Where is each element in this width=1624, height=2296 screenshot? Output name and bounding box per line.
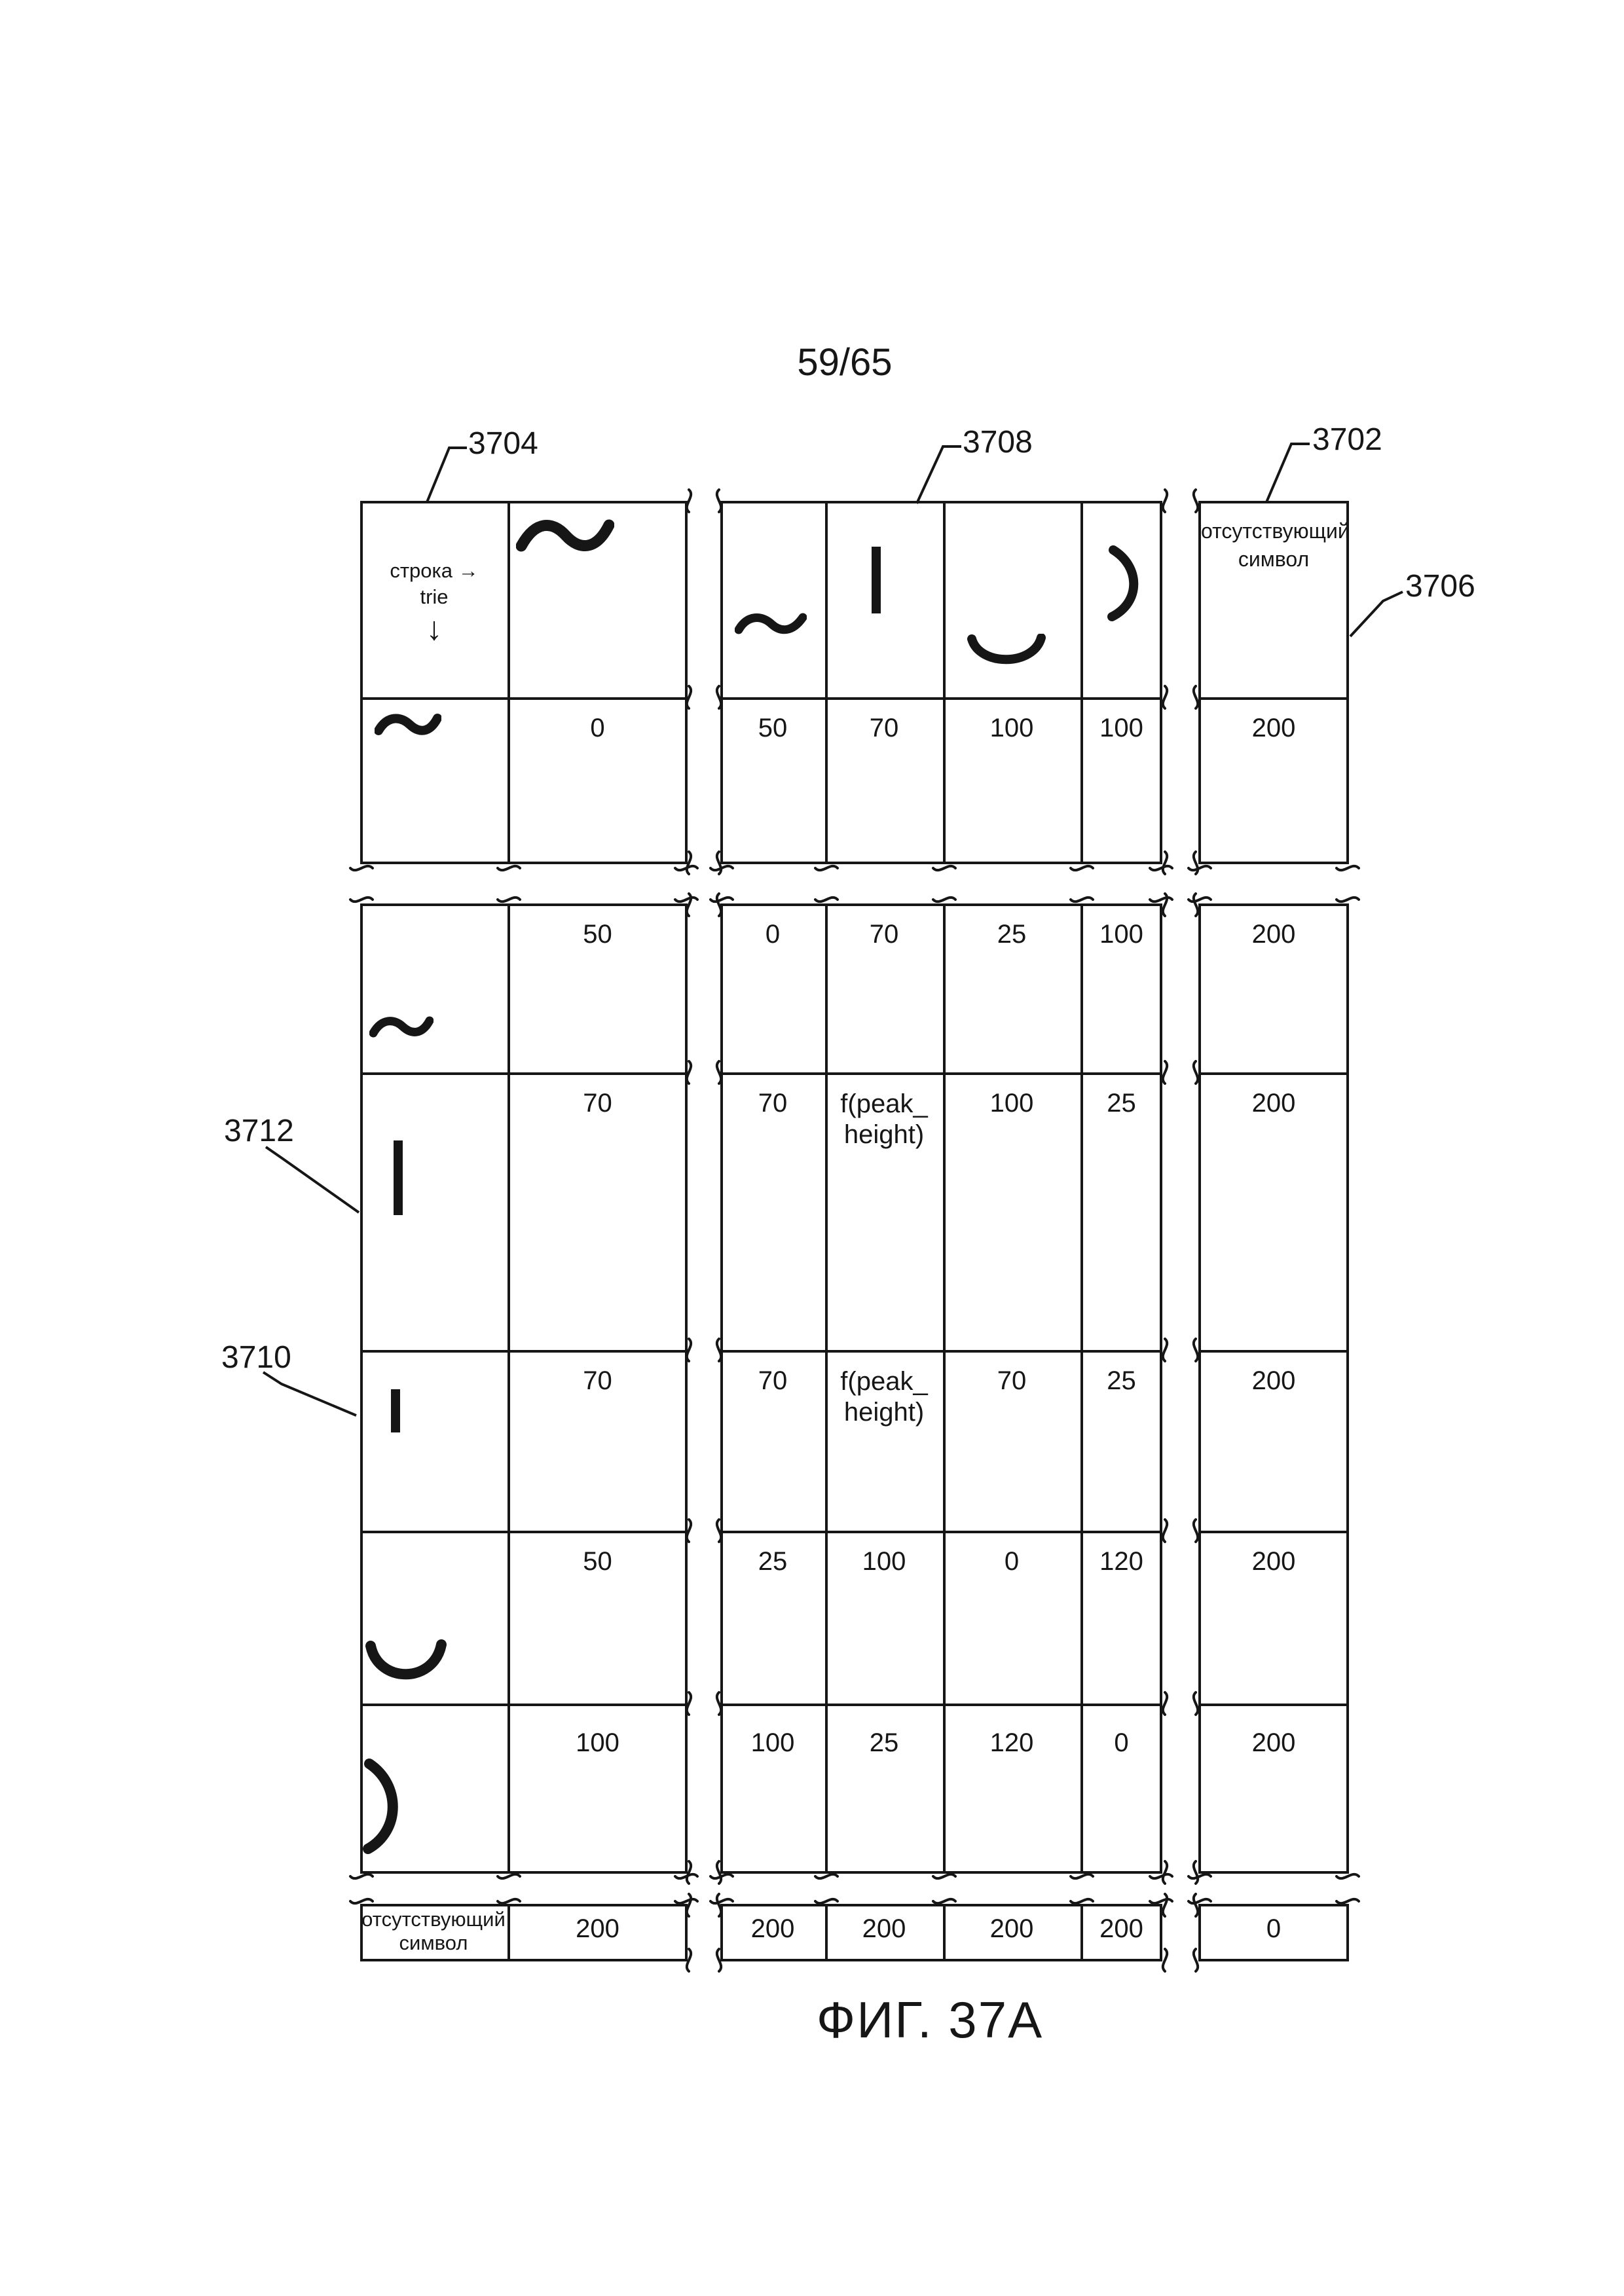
corner-row-axis-label: строка → (390, 559, 479, 582)
break-mark-icon (1163, 1339, 1167, 1361)
break-mark-icon (1194, 1949, 1198, 1971)
cell-r2-c2: 50 (583, 920, 612, 949)
cell-r3-m2-line1: f(peak_ (840, 1089, 928, 1118)
break-mark-icon (1194, 1861, 1198, 1884)
break-mark-icon (933, 866, 955, 870)
break-mark-icon (675, 898, 697, 902)
grid-line (943, 501, 946, 864)
grid-line (1198, 1704, 1349, 1706)
break-mark-icon (1163, 1692, 1167, 1715)
cell-r4-c7: 200 (1251, 1366, 1296, 1395)
grid-line (1198, 1350, 1349, 1353)
ref-label-tall-bar-row: 3712 (224, 1114, 294, 1148)
row-missing-symbol (361, 1908, 506, 1955)
down-arrow-icon: ↓ (426, 610, 443, 647)
break-mark-icon (933, 1899, 955, 1903)
cell-r4-m2-line2: height) (843, 1398, 925, 1427)
leader-line-3702 (1266, 444, 1310, 502)
grid-line (720, 1704, 1162, 1706)
short-bar-icon (389, 1388, 402, 1435)
break-mark-icon (1337, 1899, 1359, 1903)
cell-r3-m3: 100 (989, 1089, 1034, 1118)
cell-r1-m2: 70 (869, 714, 899, 742)
cell-r2-c7: 200 (1251, 920, 1296, 949)
ref-label-header-corner: 3704 (468, 426, 538, 461)
cell-r4-m2-line1: f(peak_ (840, 1367, 928, 1396)
break-mark-icon (1189, 898, 1211, 902)
right-curve-icon (1107, 545, 1149, 623)
break-mark-icon (1150, 1899, 1172, 1903)
grid-line (1198, 697, 1349, 700)
cell-r6-m2: 25 (869, 1728, 899, 1757)
grid-line (825, 501, 828, 864)
break-mark-icon (1189, 866, 1211, 870)
break-mark-icon (933, 1874, 955, 1878)
cell-r7-m4: 200 (1099, 1914, 1143, 1943)
break-mark-icon (1071, 1899, 1093, 1903)
break-mark-icon (498, 866, 520, 870)
cell-r7-c2: 200 (576, 1914, 619, 1943)
break-mark-icon (1150, 898, 1172, 902)
cup-icon (967, 634, 1046, 673)
grid-line (720, 1350, 1162, 1353)
cell-r3-c7: 200 (1251, 1089, 1296, 1118)
leader-line-3710 (263, 1372, 356, 1415)
break-mark-icon (675, 866, 697, 870)
ref-label-symbol-columns: 3708 (963, 425, 1033, 460)
break-mark-icon (1337, 1874, 1359, 1878)
cell-r5-m2: 100 (862, 1547, 906, 1576)
break-mark-icon (1194, 852, 1198, 874)
break-mark-icon (1194, 686, 1198, 708)
cell-r6-m4: 0 (1114, 1728, 1129, 1757)
grid-line (1080, 501, 1083, 864)
tilde-bold-icon (375, 712, 441, 738)
table-block-top-middle (720, 501, 1162, 864)
break-mark-icon (1150, 1874, 1172, 1878)
cell-r3-m4: 25 (1107, 1089, 1136, 1118)
page-sheet-number: 59/65 (797, 341, 893, 384)
cell-r2-m3: 25 (997, 920, 1027, 949)
break-mark-icon (350, 1899, 373, 1903)
break-mark-icon (1194, 894, 1198, 916)
header-missing-symbol (1201, 517, 1350, 574)
cell-r6-m3: 120 (989, 1728, 1034, 1757)
grid-line (360, 1531, 688, 1533)
grid-line (1198, 1531, 1349, 1533)
break-mark-icon (815, 898, 838, 902)
break-mark-icon (1194, 1692, 1198, 1715)
break-mark-icon (1163, 1061, 1167, 1084)
tall-bar-icon (392, 1139, 405, 1216)
cell-r3-m1: 70 (758, 1089, 788, 1118)
grid-line (360, 1072, 688, 1075)
cell-r1-m3: 100 (989, 714, 1034, 742)
break-mark-icon (1194, 1061, 1198, 1084)
cell-r4-c2: 70 (583, 1366, 612, 1395)
break-mark-icon (1163, 490, 1167, 512)
cell-r7-m3: 200 (989, 1914, 1034, 1943)
figure-caption: ФИГ. 37А (816, 1991, 1044, 2049)
grid-line (720, 697, 1162, 700)
break-mark-icon (350, 898, 373, 902)
grid-line (360, 1350, 688, 1353)
break-mark-icon (1194, 1894, 1198, 1916)
leader-line-3704 (427, 448, 467, 502)
break-mark-icon (675, 1899, 697, 1903)
break-mark-icon (815, 866, 838, 870)
grid-line (360, 1704, 688, 1706)
break-mark-icon (1150, 866, 1172, 870)
cell-r4-m4: 25 (1107, 1366, 1136, 1395)
grid-line (507, 501, 510, 864)
ref-label-table: 3702 (1312, 422, 1382, 457)
break-mark-icon (1071, 866, 1093, 870)
cell-r4-m2 (825, 1366, 943, 1428)
header-missing-symbol-line2: символ (1238, 547, 1310, 571)
break-mark-icon (815, 1874, 838, 1878)
break-mark-icon (498, 898, 520, 902)
break-mark-icon (1337, 866, 1359, 870)
cell-r1-c2: 0 (590, 714, 605, 742)
row-missing-symbol-line1: отсутствующий (361, 1908, 506, 1931)
cell-r5-m3: 0 (1004, 1547, 1020, 1576)
break-mark-icon (710, 1899, 733, 1903)
cell-r2-m1: 0 (765, 920, 781, 949)
break-mark-icon (710, 898, 733, 902)
break-mark-icon (498, 1899, 520, 1903)
break-mark-icon (1163, 894, 1167, 916)
break-mark-icon (710, 866, 733, 870)
header-missing-symbol-line1: отсутствующий (1201, 519, 1350, 543)
cell-r4-m3: 70 (997, 1366, 1027, 1395)
tilde-icon (735, 611, 807, 638)
cell-r1-m4: 100 (1099, 714, 1143, 742)
cell-r6-c2: 100 (576, 1728, 619, 1757)
break-mark-icon (1163, 686, 1167, 708)
cell-r5-m4: 120 (1099, 1547, 1143, 1576)
cell-r5-c7: 200 (1251, 1547, 1296, 1576)
break-mark-icon (933, 898, 955, 902)
right-curve-icon (361, 1757, 410, 1857)
break-mark-icon (1189, 1899, 1211, 1903)
cell-r7-m2: 200 (862, 1914, 906, 1943)
ref-label-missing-symbol-column: 3706 (1405, 569, 1475, 604)
grid-line (720, 1531, 1162, 1533)
cell-r7-m1: 200 (750, 1914, 795, 1943)
break-mark-icon (1071, 1874, 1093, 1878)
leader-line-3708 (917, 446, 961, 503)
corner-cell (365, 558, 504, 647)
row-missing-symbol-line2: символ (399, 1931, 468, 1954)
break-mark-icon (1337, 898, 1359, 902)
cell-r3-c2: 70 (583, 1089, 612, 1118)
break-mark-icon (815, 1899, 838, 1903)
break-mark-icon (1194, 1339, 1198, 1361)
grid-line (720, 1072, 1162, 1075)
tilde-icon (369, 1015, 434, 1041)
break-mark-icon (675, 1874, 697, 1878)
cell-r2-m2: 70 (869, 920, 899, 949)
tilde-bold-icon (516, 516, 614, 558)
break-mark-icon (1163, 1894, 1167, 1916)
cell-r3-m2 (825, 1089, 943, 1150)
break-mark-icon (1194, 490, 1198, 512)
cell-r7-c7: 0 (1266, 1914, 1282, 1943)
ref-label-short-bar-row: 3710 (221, 1340, 291, 1375)
grid-line (360, 697, 688, 700)
corner-trie-label: trie (420, 585, 449, 608)
break-mark-icon (1189, 1874, 1211, 1878)
cell-r6-m1: 100 (750, 1728, 795, 1757)
leader-line-3706 (1350, 592, 1403, 636)
cell-r5-m1: 25 (758, 1547, 788, 1576)
cell-r1-m1: 50 (758, 714, 788, 742)
break-mark-icon (1163, 1949, 1167, 1971)
break-mark-icon (1163, 1861, 1167, 1884)
break-mark-icon (498, 1874, 520, 1878)
cell-r5-c2: 50 (583, 1547, 612, 1576)
break-mark-icon (1163, 852, 1167, 874)
break-mark-icon (350, 1874, 373, 1878)
cell-r4-m1: 70 (758, 1366, 788, 1395)
cell-r3-m2-line2: height) (843, 1120, 925, 1149)
grid-line (1198, 1072, 1349, 1075)
break-mark-icon (350, 866, 373, 870)
vertical-bar-icon (870, 545, 883, 615)
break-mark-icon (1194, 1520, 1198, 1542)
leader-line-3712 (266, 1147, 359, 1212)
cup-icon (364, 1639, 448, 1696)
break-mark-icon (1071, 898, 1093, 902)
cell-r1-c7: 200 (1251, 714, 1296, 742)
cell-r6-c7: 200 (1251, 1728, 1296, 1757)
break-mark-icon (1163, 1520, 1167, 1542)
break-mark-icon (710, 1874, 733, 1878)
cell-r2-m4: 100 (1099, 920, 1143, 949)
